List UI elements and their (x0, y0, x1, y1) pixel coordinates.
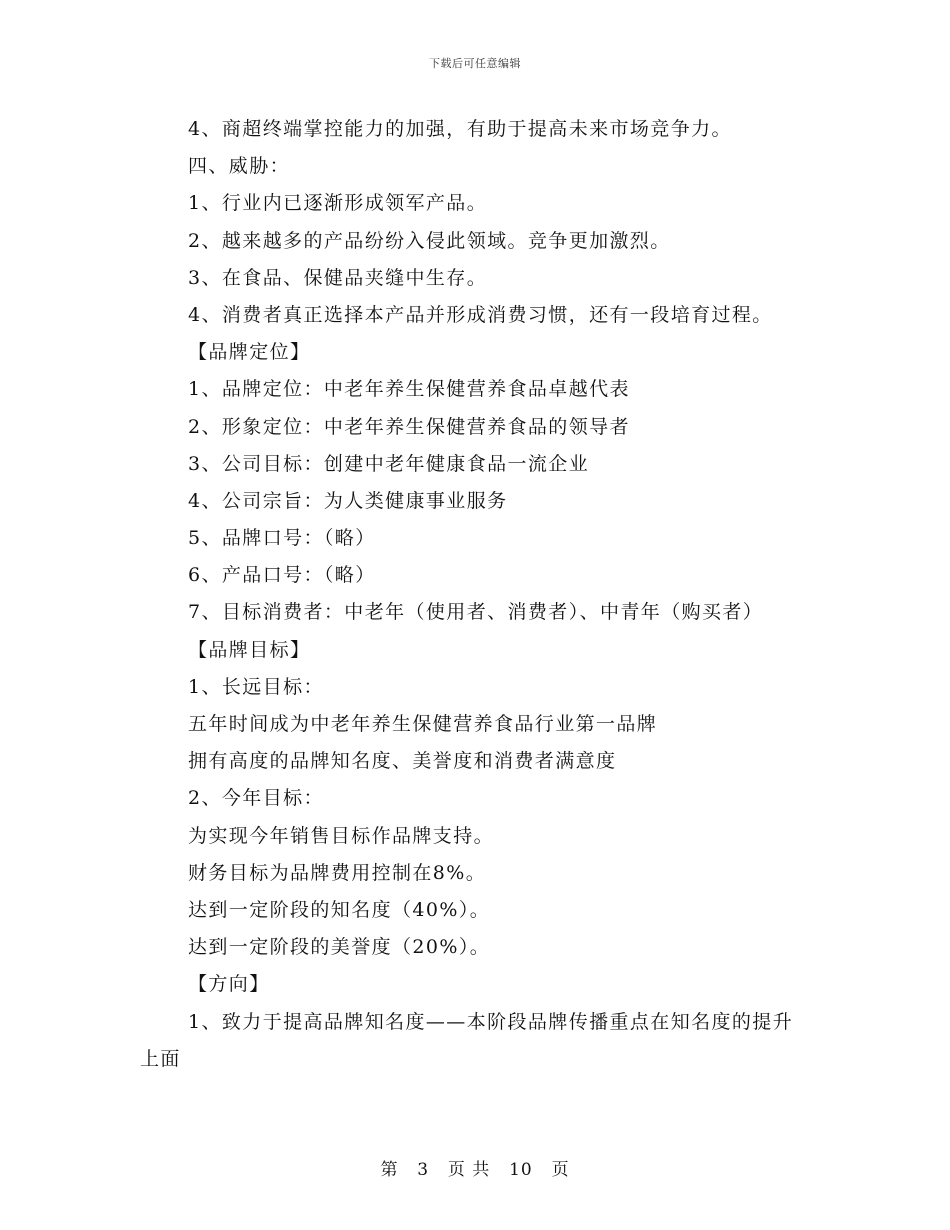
footer-mid: 页 共 (447, 1160, 491, 1180)
section-heading: 【方向】 (188, 973, 270, 996)
text-line: 2、越来越多的产品纷纷入侵此领域。竞争更加激烈。 (188, 229, 671, 252)
text-line: 拥有高度的品牌知名度、美誉度和消费者满意度 (188, 750, 617, 773)
text-line: 2、今年目标： (188, 787, 324, 810)
text-line: 6、产品口号：（略） (188, 564, 376, 587)
text-line: 4、商超终端掌控能力的加强，有助于提高未来市场竞争力。 (188, 118, 732, 140)
section-heading: 【品牌目标】 (188, 638, 311, 661)
text-line: 达到一定阶段的知名度（40%）。 (188, 898, 491, 921)
text-line: 为实现今年销售目标作品牌支持。 (188, 824, 495, 847)
current-page-number: 3 (417, 1160, 430, 1180)
text-line: 五年时间成为中老年养生保健营养食品行业第一品牌 (188, 713, 658, 735)
text-line: 5、品牌口号：（略） (188, 527, 376, 550)
text-line: 4、公司宗旨：为人类健康事业服务 (188, 489, 508, 512)
page-header: 下载后可任意编辑 (429, 57, 521, 70)
total-pages-number: 10 (509, 1160, 533, 1180)
text-line: 财务目标为品牌费用控制在8%。 (188, 861, 487, 884)
page-footer (0, 1155, 950, 1180)
section-heading: 四、威胁： (188, 155, 291, 178)
text-line: 1、长远目标： (188, 675, 324, 698)
text-line: 达到一定阶段的美誉度（20%）。 (188, 936, 491, 959)
text-line: 7、目标消费者：中老年（使用者、消费者）、中青年（购买者） (188, 601, 764, 624)
document-body (140, 111, 820, 1078)
text-line: 1、品牌定位：中老年养生保健营养食品卓越代表 (188, 378, 630, 401)
footer-suffix: 页 (551, 1160, 570, 1180)
text-line: 4、消费者真正选择本产品并形成消费习惯，还有一段培育过程。 (188, 303, 773, 326)
text-line: 2、形象定位：中老年养生保健营养食品的领导者 (188, 415, 630, 438)
text-line: 1、行业内已逐渐形成领军产品。 (188, 192, 488, 215)
section-heading: 【品牌定位】 (188, 341, 311, 364)
text-line: 3、在食品、保健品夹缝中生存。 (188, 266, 488, 289)
text-line: 3、公司目标：创建中老年健康食品一流企业 (188, 452, 590, 475)
text-paragraph: 1、致力于提高品牌知名度——本阶段品牌传播重点在知名度的提升上面 (140, 1010, 794, 1070)
footer-prefix: 第 (380, 1160, 399, 1180)
